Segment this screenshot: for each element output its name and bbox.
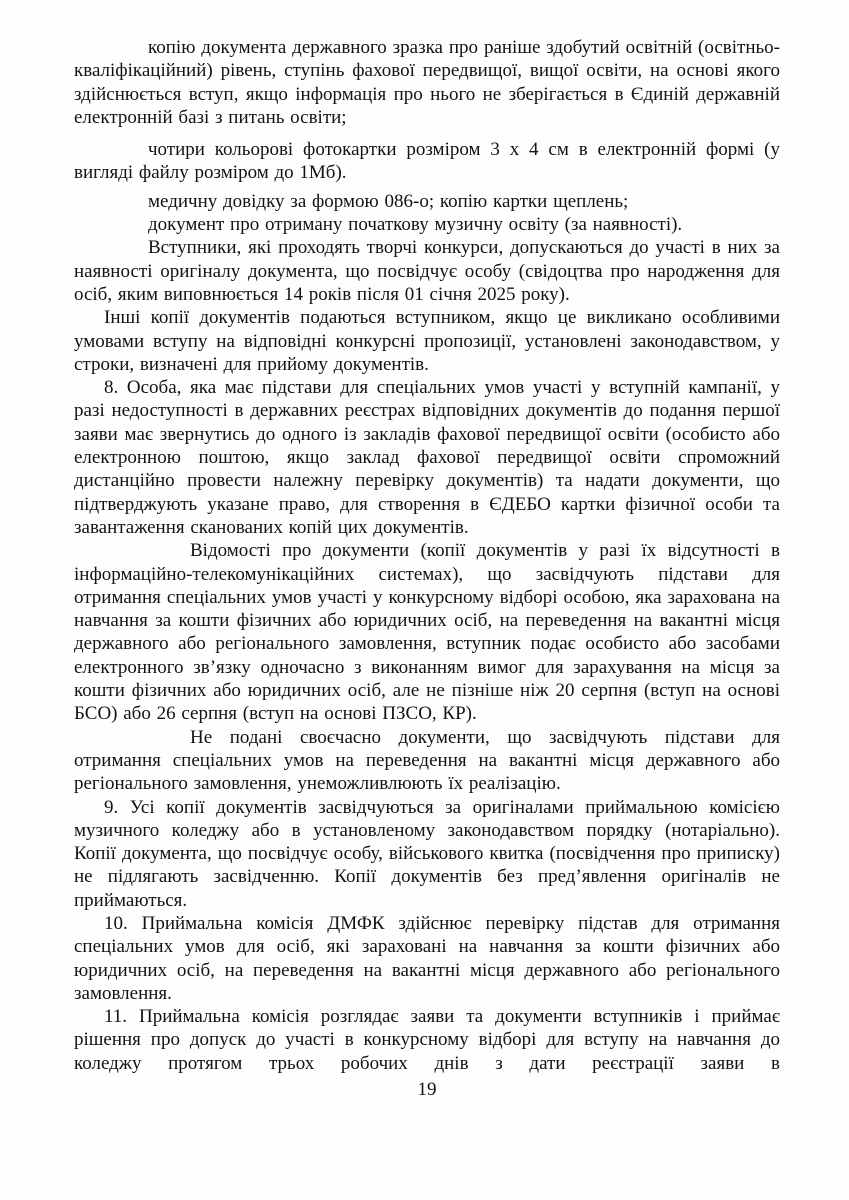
paragraph-item-8: 8. Особа, яка має підстави для спеціальних умов участі у вступній кампанії, у разі недоступності в державних реєстрах відповідних документів до подання першої заяви має звернутись до одного із закладів фахової передвищої освіти (особисто або електронною поштою, якщо заклад фахової передвищої освіти спроможний дистанційно провести належну перевірку документів) та надати документи, що підтверджують указане право, для створення в ЄДЕБО картки фізичної особи та завантаження сканованих копій цих документів. xyxy=(74,377,780,538)
paragraph-music-education-document: документ про отриману початкову музичну освіту (за наявності). xyxy=(148,214,683,236)
paragraph-item-9: 9. Усі копії документів засвідчуються за оригіналами приймальною комісією музичного коледжу або в установленому законодавством порядку (нотаріально). Копії документа, що посвідчує особу, військового квитка (посвідчення про приписку) не підлягають засвідченню. Копії документів без пред’явлення оригіналів не приймаються. xyxy=(74,796,780,911)
paragraph-copy-of-education-document: копію документа державного зразка про раніше здобутий освітній (освітньо-кваліфікаційний) рівень, ступінь фахової передвищої, вищої освіти, на основі якого здійснюється вступ, якщо інформація про нього не зберігається в Єдиній державній електронній базі з питань освіти; xyxy=(74,37,780,128)
paragraph-item-10: 10. Приймальна комісія ДМФК здійснює перевірку підстав для отримання спеціальних умов для осіб, які зараховані на навчання за кошти фізичних або юридичних осіб, на переведення на вакантні місця державного або регіонального замовлення. xyxy=(74,912,780,1004)
paragraph-photos: чотири кольорові фотокартки розміром 3 х 4 см в електронній формі (у вигляді файлу розміром до 1Мб). xyxy=(74,139,780,184)
paragraph-item-11: 11. Приймальна комісія розглядає заяви та документи вступників і приймає рішення про допуск до участі в конкурсному відборі для вступу на навчання до коледжу протягом трьох робочих днів з дати реєстрації заяви в xyxy=(74,1006,780,1074)
paragraph-document-information: Відомості про документи (копії документів у разі їх відсутності в інформаційно-телекомунікаційних системах), що засвідчують підстави для отримання спеціальних умов участі у конкурсному відборі особою, яка зарахована на навчання за кошти фізичних або юридичних осіб, на переведення на вакантні місця державного або регіонального замовлення, вступник подає особисто або засобами електронного зв’язку одночасно з виконанням вимог для зарахування на місця за кошти фізичних або юридичних осіб, але не пізніше ніж 20 серпня (вступ на основі БСО) або 26 серпня (вступ на основі ПЗСО, КР). xyxy=(74,540,780,725)
document-body xyxy=(74,36,780,1075)
page-number: 19 xyxy=(417,1079,437,1101)
paragraph-other-copies: Інші копії документів подаються вступником, якщо це викликано особливими умовами вступу на відповідні конкурсні пропозиції, установлені законодавством, у строки, визначені для прийому документів. xyxy=(74,307,780,375)
paragraph-creative-competitions: Вступники, які проходять творчі конкурси, допускаються до участі в них за наявності оригіналу документа, що посвідчує особу (свідоцтва про народження для осіб, яким виповнюється 14 років після 01 січня 2025 року). xyxy=(74,237,780,305)
paragraph-medical-certificate: медичну довідку за формою 086-о; копію картки щеплень; xyxy=(148,190,629,212)
paragraph-late-documents: Не подані своєчасно документи, що засвідчують підстави для отримання спеціальних умов на переведення на вакантні місця державного або регіонального замовлення, унеможливлюють їх реалізацію. xyxy=(74,726,780,795)
